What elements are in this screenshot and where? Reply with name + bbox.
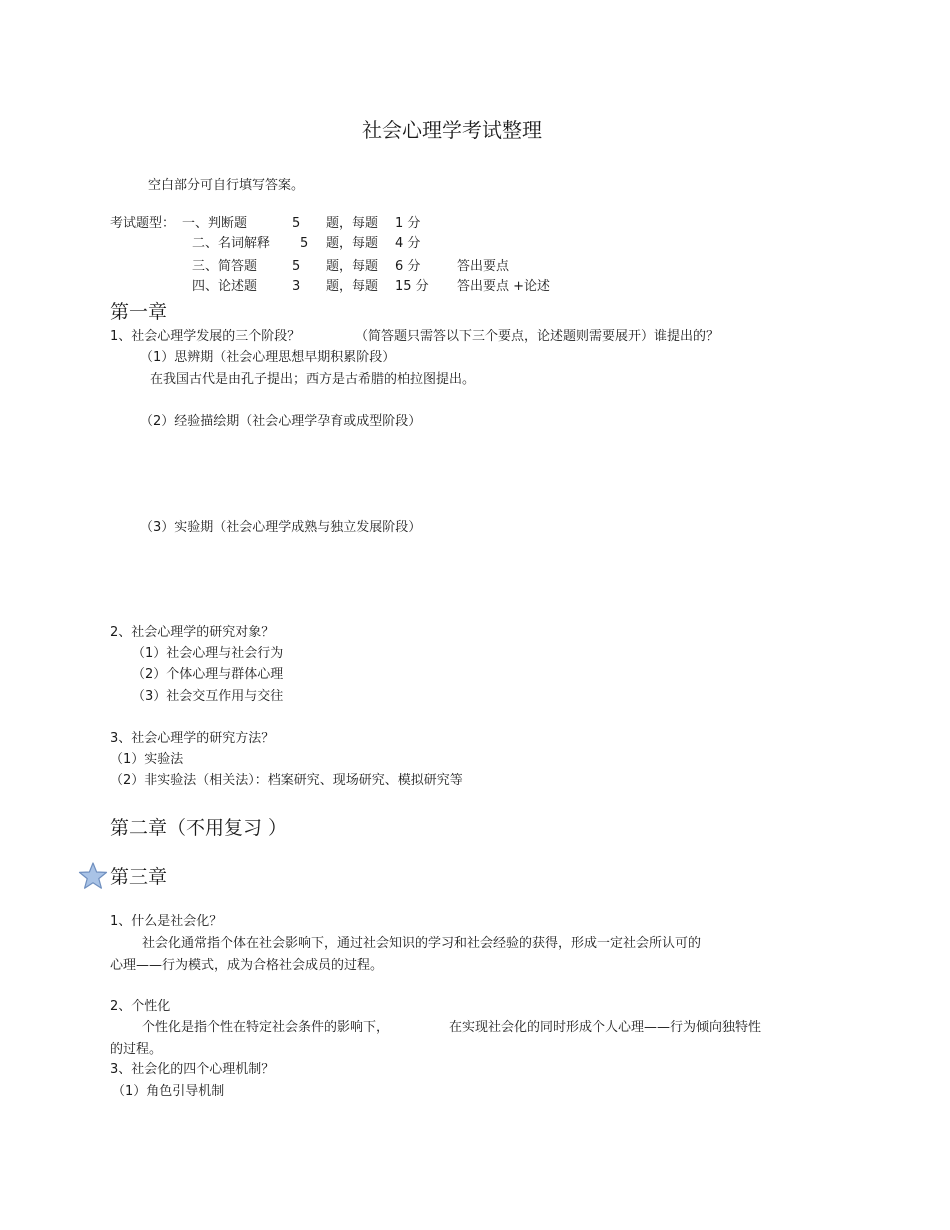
ch3-answer-2-line-1a: 个性化是指个性在特定社会条件的影响下， [142, 1020, 390, 1035]
exam-count: 5 [292, 259, 301, 274]
list-item: （2）个体心理与群体心理 [132, 667, 284, 682]
ch3-answer-1-line-1: 社会化通常指个体在社会影响下，通过社会知识的学习和社会经验的获得，形成一定社会所认可的 [142, 936, 702, 951]
exam-score: 15 分 [395, 279, 429, 294]
exam-type-name: 四、论述题 [192, 279, 258, 294]
ch3-answer-2-line-1b: 在实现社会化的同时形成个人心理——行为倾向独特性 [449, 1020, 762, 1035]
ch1-question-1-note: （简答题只需答以下三个要点，论述题则需要展开）谁提出的？ [355, 329, 720, 344]
exam-per: 题，每题 [326, 236, 379, 251]
ch3-answer-1-line-2: 心理——行为模式，成为合格社会成员的过程。 [110, 958, 384, 973]
list-item: （2）非实验法（相关法）：档案研究、现场研究、模拟研究等 [110, 773, 463, 788]
exam-score: 1 分 [395, 216, 421, 231]
exam-count: 5 [292, 216, 301, 231]
star-icon [78, 862, 108, 890]
exam-note: 答出要点 +论述 [457, 279, 551, 294]
exam-score: 6 分 [395, 259, 421, 274]
ch1-answer-1: （1）思辨期（社会心理思想早期积累阶段） [140, 350, 396, 365]
ch3-answer-3: （1）角色引导机制 [112, 1084, 225, 1099]
exam-type-name: 一、判断题 [182, 216, 248, 231]
chapter-2-heading: 第二章（不用复习 ） [110, 817, 288, 839]
exam-note: 答出要点 [457, 259, 510, 274]
ch1-question-3: 3、社会心理学的研究方法？ [110, 731, 275, 746]
intro-text: 空白部分可自行填写答案。 [148, 178, 305, 193]
ch1-answer-3: （3）实验期（社会心理学成熟与独立发展阶段） [140, 520, 422, 535]
list-item: （1）社会心理与社会行为 [132, 646, 284, 661]
exam-type-name: 三、简答题 [192, 259, 258, 274]
exam-count: 5 [300, 236, 309, 251]
ch3-question-1: 1、什么是社会化？ [110, 914, 223, 929]
exam-count: 3 [292, 279, 301, 294]
ch3-question-3: 3、社会化的四个心理机制？ [110, 1062, 275, 1077]
list-item: （3）社会交互作用与交往 [132, 689, 284, 704]
ch3-question-2: 2、个性化 [110, 999, 171, 1014]
chapter-3-heading: 第三章 [110, 866, 168, 888]
exam-per: 题，每题 [326, 259, 379, 274]
exam-per: 题，每题 [326, 216, 379, 231]
list-item: （1）实验法 [110, 752, 184, 767]
exam-type-name: 二、名词解释 [192, 236, 271, 251]
ch1-question-1: 1、社会心理学发展的三个阶段？ [110, 329, 301, 344]
chapter-1-heading: 第一章 [110, 301, 168, 323]
page-title: 社会心理学考试整理 [362, 118, 542, 142]
exam-label: 考试题型： [110, 216, 176, 231]
ch1-answer-2: （2）经验描绘期（社会心理学孕育或成型阶段） [140, 414, 422, 429]
ch1-answer-1-detail: 在我国古代是由孔子提出；西方是古希腊的柏拉图提出。 [150, 372, 476, 387]
ch3-answer-2-line-2: 的过程。 [110, 1042, 163, 1057]
exam-per: 题，每题 [326, 279, 379, 294]
exam-score: 4 分 [395, 236, 421, 251]
ch1-question-2: 2、社会心理学的研究对象？ [110, 625, 275, 640]
